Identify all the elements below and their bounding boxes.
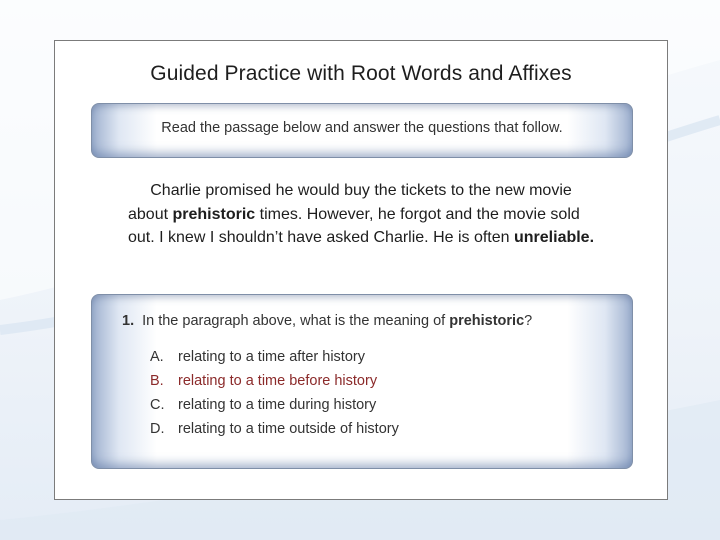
question-keyword: prehistoric bbox=[449, 313, 525, 329]
answer-options bbox=[150, 345, 399, 441]
passage-text-1: Charlie promised he would buy the tickets to the new movie about bbox=[128, 182, 572, 223]
option-text: relating to a time during history bbox=[178, 397, 377, 413]
option-b[interactable] bbox=[150, 369, 399, 393]
question-number: 1. bbox=[122, 313, 135, 329]
passage-paragraph bbox=[128, 179, 608, 250]
option-text: relating to a time outside of history bbox=[178, 421, 399, 437]
option-text: relating to a time after history bbox=[178, 349, 365, 365]
slide-title: Guided Practice with Root Words and Affixes bbox=[150, 62, 572, 85]
question-prompt: In the paragraph above, what is the meaning of bbox=[142, 313, 450, 329]
option-c[interactable] bbox=[150, 393, 399, 417]
instructions-text: Read the passage below and answer the questions that follow. bbox=[161, 120, 563, 136]
question-text bbox=[122, 313, 532, 329]
passage-keyword-prehistoric: prehistoric bbox=[172, 205, 256, 223]
option-a[interactable] bbox=[150, 345, 399, 369]
slide bbox=[54, 40, 668, 500]
question-mark: ? bbox=[524, 313, 533, 329]
passage-indent bbox=[128, 182, 150, 199]
option-letter: D. bbox=[150, 421, 165, 437]
instructions-panel bbox=[91, 103, 633, 158]
passage-text-2: times. However, he forgot and the movie sold out. I knew I shouldn’t have asked Charlie. He is often bbox=[128, 205, 580, 246]
option-letter: A. bbox=[150, 349, 164, 365]
option-letter: B. bbox=[150, 373, 164, 389]
option-d[interactable] bbox=[150, 417, 399, 441]
question-panel bbox=[91, 294, 633, 469]
passage-keyword-unreliable: unreliable. bbox=[514, 229, 595, 246]
option-letter: C. bbox=[150, 397, 165, 413]
option-text: relating to a time before history bbox=[178, 373, 378, 389]
